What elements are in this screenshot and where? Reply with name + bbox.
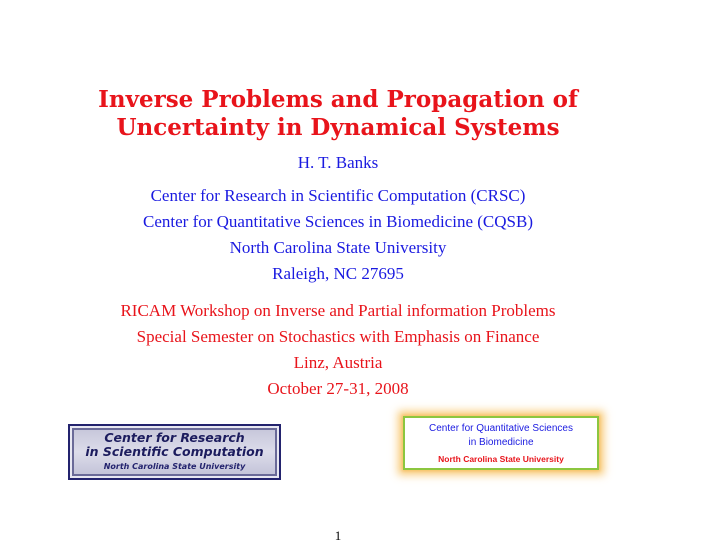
event-line-4: October 27-31, 2008: [267, 379, 409, 398]
cqsb-logo: [403, 416, 599, 470]
affiliation-line-1: Center for Research in Scientific Computation (CRSC): [150, 186, 526, 205]
cqsb-logo-line-1: Center for Quantitative Sciences: [429, 423, 573, 434]
author-name: H. T. Banks: [297, 153, 379, 172]
crsc-logo: [68, 424, 281, 480]
cqsb-logo-line-2: in Biomedicine: [468, 437, 534, 448]
title-line-2: Uncertainty in Dynamical Systems: [116, 114, 560, 141]
crsc-logo-line-2: in Scientific Computation: [85, 444, 264, 459]
event-line-1: RICAM Workshop on Inverse and Partial information Problems: [120, 301, 556, 320]
page-number: 1: [334, 528, 342, 543]
slide-title: [0, 86, 676, 142]
affiliation-line-3: North Carolina State University: [229, 238, 447, 257]
event-line-3: Linz, Austria: [293, 353, 383, 372]
crsc-logo-line-3: North Carolina State University: [103, 462, 246, 471]
crsc-logo-line-1: Center for Research: [104, 430, 245, 445]
affiliation-line-4: Raleigh, NC 27695: [272, 264, 404, 283]
affiliation-line-2: Center for Quantitative Sciences in Biomedicine (CQSB): [143, 212, 533, 231]
cqsb-logo-line-3: North Carolina State University: [438, 454, 564, 464]
event-line-2: Special Semester on Stochastics with Emphasis on Finance: [136, 327, 540, 346]
title-line-1: Inverse Problems and Propagation of: [98, 86, 578, 113]
